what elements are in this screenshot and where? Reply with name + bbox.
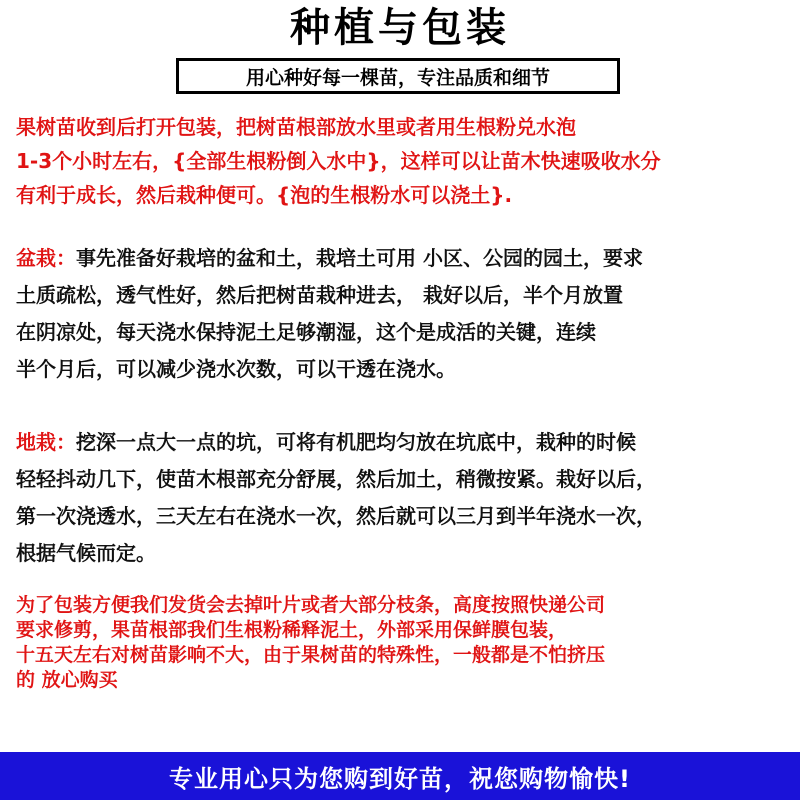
packing-line: 为了包装方便我们发货会去掉叶片或者大部分枝条，高度按照快递公司 xyxy=(16,594,606,616)
packing-line: 的 放心购买 xyxy=(16,669,118,691)
potted-planting-section xyxy=(16,240,796,388)
potted-line: 在阴凉处，每天浇水保持泥土足够潮湿，这个是成活的关键，连续 xyxy=(16,320,596,344)
intro-line: 1-3个小时左右，{全部生根粉倒入水中}，这样可以让苗木快速吸收水分 xyxy=(16,149,661,173)
intro-paragraph xyxy=(16,110,796,212)
packing-line: 十五天左右对树苗影响不大，由于果树苗的特殊性，一般都是不怕挤压 xyxy=(16,644,606,666)
ground-text: 挖深一点大一点的坑，可将有机肥均匀放在坑底中，栽种的时候 xyxy=(76,430,636,454)
footer-slogan: 专业用心只为您购到好苗，祝您购物愉快! xyxy=(169,764,631,793)
ground-line: 轻轻抖动几下，使苗木根部充分舒展，然后加土，稍微按紧。栽好以后， xyxy=(16,467,656,491)
page-title: 种植与包装 xyxy=(290,5,510,51)
packing-line: 要求修剪，果苗根部我们生根粉稀释泥土，外部采用保鲜膜包装， xyxy=(16,619,568,641)
subtitle-banner xyxy=(176,58,620,94)
subtitle-text: 用心种好每一棵苗，专注品质和细节 xyxy=(245,66,550,89)
ground-label: 地栽： xyxy=(16,430,76,454)
potted-text: 事先准备好栽培的盆和土，栽培土可用 小区、公园的园土，要求 xyxy=(76,246,643,270)
potted-label: 盆栽： xyxy=(16,246,76,270)
ground-planting-section xyxy=(16,424,796,572)
intro-line: 果树苗收到后打开包装，把树苗根部放水里或者用生根粉兑水泡 xyxy=(16,115,576,139)
potted-line: 土质疏松，透气性好，然后把树苗栽种进去， 栽好以后，半个月放置 xyxy=(16,283,623,307)
ground-line: 第一次浇透水，三天左右在浇水一次，然后就可以三月到半年浇水一次， xyxy=(16,504,656,528)
packing-note xyxy=(16,593,796,693)
potted-line: 半个月后，可以减少浇水次数，可以干透在浇水。 xyxy=(16,357,456,381)
ground-line: 根据气候而定。 xyxy=(16,541,156,565)
potted-first-line xyxy=(16,240,796,277)
intro-line: 有利于成长，然后栽种便可。{泡的生根粉水可以浇土}. xyxy=(16,183,513,207)
ground-first-line xyxy=(16,424,796,461)
footer-banner xyxy=(0,752,800,800)
